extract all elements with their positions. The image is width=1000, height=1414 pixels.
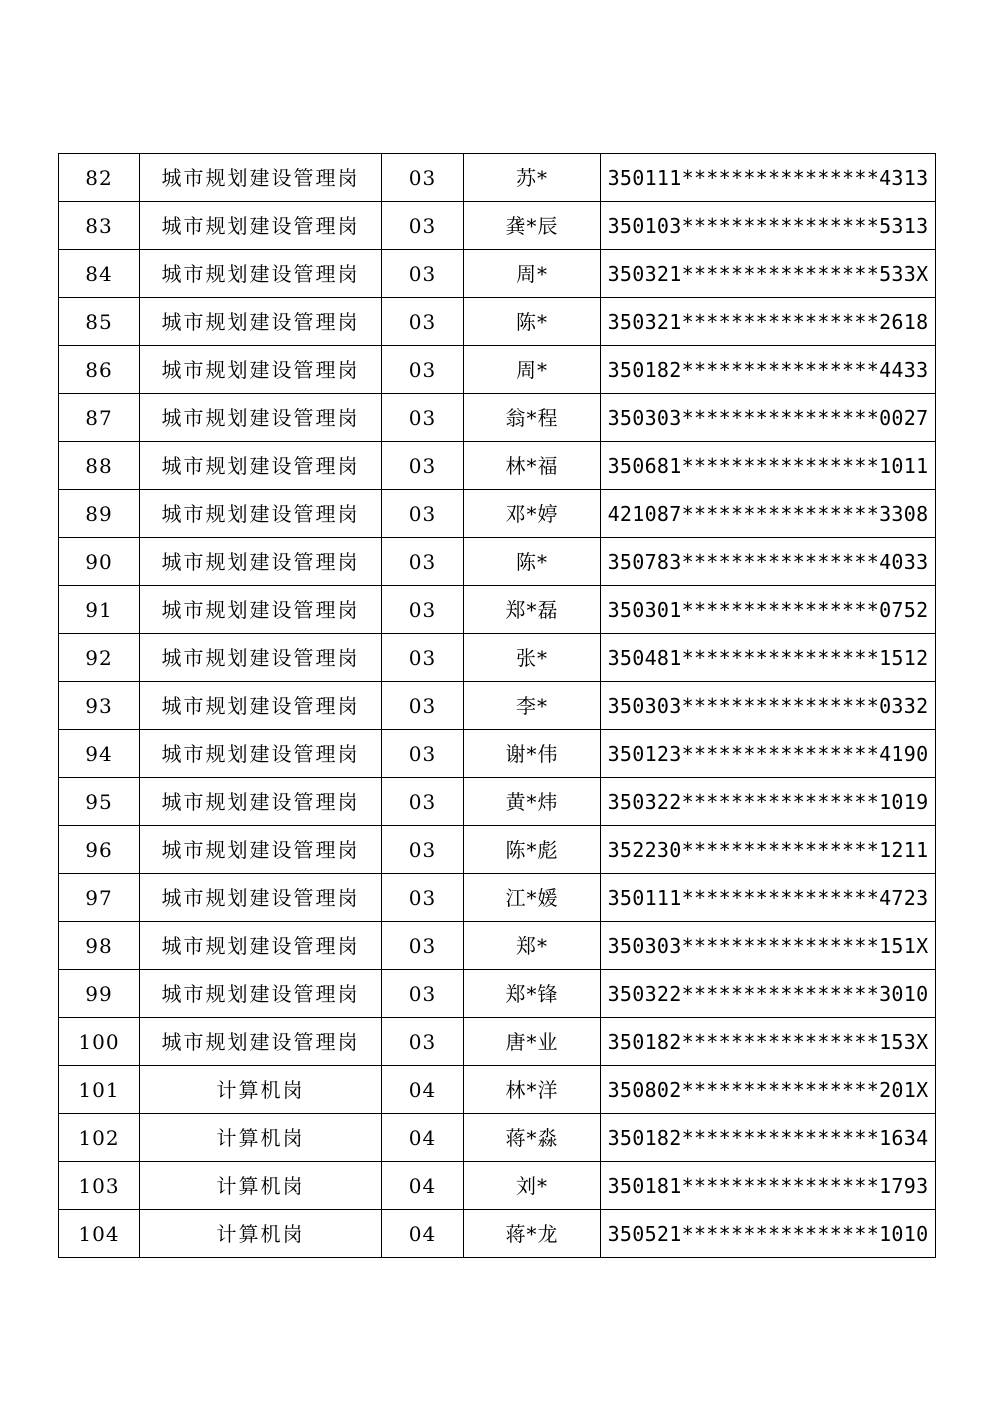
post-name: 城市规划建设管理岗 [140, 730, 382, 778]
table-row [59, 346, 936, 394]
row-number: 96 [59, 826, 140, 874]
post-code: 03 [382, 970, 464, 1018]
row-number: 92 [59, 634, 140, 682]
post-code: 04 [382, 1114, 464, 1162]
post-name: 计算机岗 [140, 1210, 382, 1258]
id-number: 350303****************0027 [601, 394, 936, 442]
candidate-name: 邓*婷 [464, 490, 601, 538]
candidate-name: 张* [464, 634, 601, 682]
table-row [59, 922, 936, 970]
post-name: 计算机岗 [140, 1066, 382, 1114]
row-number: 88 [59, 442, 140, 490]
row-number: 85 [59, 298, 140, 346]
table-row [59, 682, 936, 730]
post-name: 计算机岗 [140, 1114, 382, 1162]
row-number: 93 [59, 682, 140, 730]
table-row [59, 1114, 936, 1162]
candidate-name: 江*媛 [464, 874, 601, 922]
id-number: 350182****************153X [601, 1018, 936, 1066]
candidate-name: 蒋*龙 [464, 1210, 601, 1258]
post-name: 城市规划建设管理岗 [140, 346, 382, 394]
row-number: 86 [59, 346, 140, 394]
candidate-name: 郑*锋 [464, 970, 601, 1018]
post-name: 城市规划建设管理岗 [140, 970, 382, 1018]
table-row [59, 1210, 936, 1258]
post-name: 城市规划建设管理岗 [140, 442, 382, 490]
post-name: 城市规划建设管理岗 [140, 826, 382, 874]
candidate-name: 林*洋 [464, 1066, 601, 1114]
id-number: 350303****************0332 [601, 682, 936, 730]
table-row [59, 202, 936, 250]
post-name: 城市规划建设管理岗 [140, 298, 382, 346]
candidate-name: 谢*伟 [464, 730, 601, 778]
row-number: 82 [59, 154, 140, 202]
post-name: 城市规划建设管理岗 [140, 250, 382, 298]
id-number: 350182****************4433 [601, 346, 936, 394]
table-row [59, 538, 936, 586]
id-number: 421087****************3308 [601, 490, 936, 538]
post-code: 03 [382, 634, 464, 682]
candidate-table [58, 153, 936, 1258]
post-name: 城市规划建设管理岗 [140, 586, 382, 634]
post-name: 城市规划建设管理岗 [140, 202, 382, 250]
post-code: 04 [382, 1066, 464, 1114]
candidate-name: 林*福 [464, 442, 601, 490]
table-row [59, 826, 936, 874]
row-number: 97 [59, 874, 140, 922]
id-number: 350321****************533X [601, 250, 936, 298]
row-number: 91 [59, 586, 140, 634]
post-name: 城市规划建设管理岗 [140, 538, 382, 586]
candidate-name: 黄*炜 [464, 778, 601, 826]
id-number: 350301****************0752 [601, 586, 936, 634]
candidate-name: 陈*彪 [464, 826, 601, 874]
candidate-name: 苏* [464, 154, 601, 202]
candidate-name: 周* [464, 250, 601, 298]
post-code: 03 [382, 250, 464, 298]
candidate-name: 蒋*淼 [464, 1114, 601, 1162]
row-number: 87 [59, 394, 140, 442]
candidate-name: 周* [464, 346, 601, 394]
row-number: 84 [59, 250, 140, 298]
id-number: 350181****************1793 [601, 1162, 936, 1210]
row-number: 89 [59, 490, 140, 538]
row-number: 95 [59, 778, 140, 826]
post-code: 03 [382, 490, 464, 538]
table-row [59, 490, 936, 538]
post-name: 城市规划建设管理岗 [140, 634, 382, 682]
candidate-name: 刘* [464, 1162, 601, 1210]
row-number: 102 [59, 1114, 140, 1162]
id-number: 350521****************1010 [601, 1210, 936, 1258]
post-name: 城市规划建设管理岗 [140, 682, 382, 730]
table-row [59, 298, 936, 346]
table-row [59, 154, 936, 202]
candidate-name: 郑* [464, 922, 601, 970]
post-code: 03 [382, 154, 464, 202]
row-number: 104 [59, 1210, 140, 1258]
id-number: 352230****************1211 [601, 826, 936, 874]
post-code: 04 [382, 1162, 464, 1210]
table-row [59, 394, 936, 442]
row-number: 98 [59, 922, 140, 970]
post-name: 城市规划建设管理岗 [140, 394, 382, 442]
table-row [59, 1066, 936, 1114]
table-row [59, 874, 936, 922]
id-number: 350783****************4033 [601, 538, 936, 586]
post-code: 03 [382, 298, 464, 346]
post-code: 03 [382, 202, 464, 250]
row-number: 101 [59, 1066, 140, 1114]
post-code: 03 [382, 778, 464, 826]
candidate-name: 陈* [464, 298, 601, 346]
id-number: 350303****************151X [601, 922, 936, 970]
id-number: 350321****************2618 [601, 298, 936, 346]
row-number: 83 [59, 202, 140, 250]
row-number: 103 [59, 1162, 140, 1210]
candidate-name: 陈* [464, 538, 601, 586]
id-number: 350802****************201X [601, 1066, 936, 1114]
table-row [59, 970, 936, 1018]
table-row [59, 250, 936, 298]
post-code: 03 [382, 586, 464, 634]
table-row [59, 1018, 936, 1066]
post-code: 03 [382, 922, 464, 970]
post-code: 03 [382, 682, 464, 730]
id-number: 350681****************1011 [601, 442, 936, 490]
id-number: 350481****************1512 [601, 634, 936, 682]
post-code: 03 [382, 538, 464, 586]
id-number: 350103****************5313 [601, 202, 936, 250]
post-name: 城市规划建设管理岗 [140, 874, 382, 922]
candidate-table-body [59, 154, 936, 1258]
post-code: 03 [382, 730, 464, 778]
row-number: 99 [59, 970, 140, 1018]
candidate-name: 郑*磊 [464, 586, 601, 634]
post-code: 03 [382, 1018, 464, 1066]
post-name: 城市规划建设管理岗 [140, 922, 382, 970]
candidate-name: 李* [464, 682, 601, 730]
table-row [59, 1162, 936, 1210]
row-number: 90 [59, 538, 140, 586]
id-number: 350322****************1019 [601, 778, 936, 826]
post-code: 03 [382, 826, 464, 874]
candidate-name: 翁*程 [464, 394, 601, 442]
post-code: 03 [382, 874, 464, 922]
table-row [59, 634, 936, 682]
id-number: 350111****************4723 [601, 874, 936, 922]
post-name: 计算机岗 [140, 1162, 382, 1210]
id-number: 350182****************1634 [601, 1114, 936, 1162]
table-row [59, 730, 936, 778]
post-code: 04 [382, 1210, 464, 1258]
id-number: 350111****************4313 [601, 154, 936, 202]
post-name: 城市规划建设管理岗 [140, 1018, 382, 1066]
table-row [59, 778, 936, 826]
candidate-name: 唐*业 [464, 1018, 601, 1066]
post-code: 03 [382, 394, 464, 442]
table-row [59, 586, 936, 634]
post-code: 03 [382, 442, 464, 490]
table-row [59, 442, 936, 490]
id-number: 350123****************4190 [601, 730, 936, 778]
candidate-name: 龚*辰 [464, 202, 601, 250]
post-code: 03 [382, 346, 464, 394]
post-name: 城市规划建设管理岗 [140, 778, 382, 826]
post-name: 城市规划建设管理岗 [140, 490, 382, 538]
post-name: 城市规划建设管理岗 [140, 154, 382, 202]
id-number: 350322****************3010 [601, 970, 936, 1018]
row-number: 100 [59, 1018, 140, 1066]
row-number: 94 [59, 730, 140, 778]
